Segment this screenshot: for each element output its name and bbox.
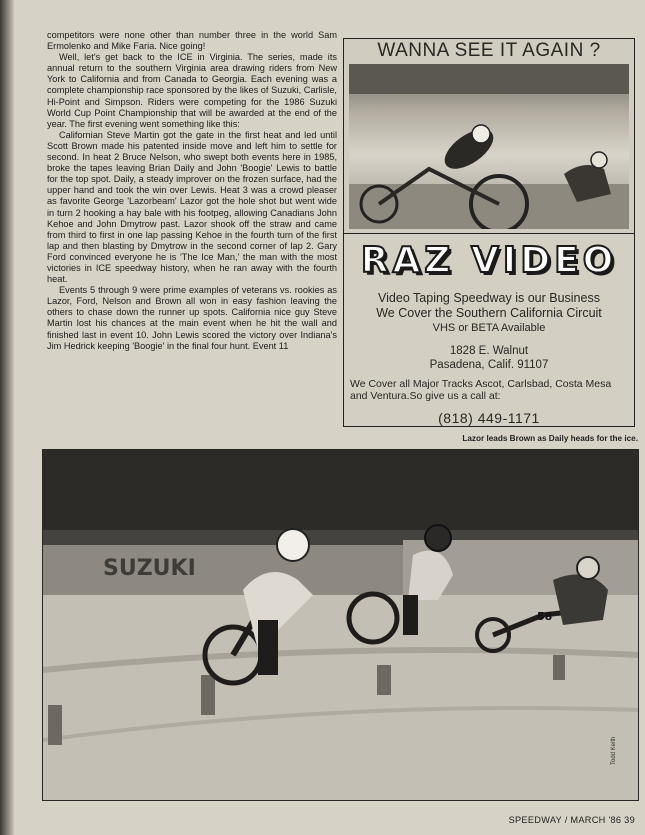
article-paragraph: competitors were none other than number three in the world Sam Ermolenko and Mike Faria. Nice going! <box>47 30 337 52</box>
ad-address-street: 1828 E. Walnut <box>449 345 529 357</box>
article-paragraph: Events 5 through 9 were prime examples of veterans vs. rookies as Lazor, Ford, Nelson and Brown all won in easy fashion leaving the others to chase down the runner up spots. California nice guy Steve Martin lost his chances at the main event when he hit the wall and finished last in event 10. John Lewis scored the victory over Indiana's Jim Hedrick keeping 'Boogie' in the final four hunt. Event 11 <box>47 285 337 351</box>
ad-coverage: We Cover all Major Tracks Ascot, Carlsbad, Costa Mesa and Ventura.So give us a call at: <box>350 378 612 402</box>
page-footer: SPEEDWAY / MARCH '86 39 <box>508 815 635 825</box>
race-illustration <box>43 450 638 800</box>
ad-phone: (818) 449-1171 <box>438 410 540 426</box>
race-photo <box>42 449 639 801</box>
ad-tagline-1: Video Taping Speedway is our Business <box>378 291 600 305</box>
ad-formats: VHS or BETA Available <box>432 322 546 334</box>
article-body <box>47 30 337 352</box>
photo-credit: Todd Keith <box>611 736 617 765</box>
article-paragraph: Californian Steve Martin got the gate in the first heat and led until Scott Brown made his patented inside move and left him to settle for second. In heat 2 Bruce Nelson, who swept both events here in 1985, broke the tapes leaving Brian Daily and John 'Boogie' Lewis to battle for the top spot. Daily, a steady improver on the frozen surface, had the upper hand and took the win over Lewis. Heat 3 was a crowd pleaser as favorite George 'Lazorbeam' Lazor got the hole shot but went wide in turn 2 hooking a hay bale with his footpeg, allowing Canadians John Kehoe and John Dmytrow past. Lazor shook off the straw and came from third to first in one lap passing Kehoe in the fourth turn of the first lap and then blasting by Dmytrow in the second corner of lap 2. Gary Ford convinced everyone he is 'The Ice Man,' the man with the most victories in ICE speedway history, when he ran away with the fourth heat. <box>47 129 337 285</box>
photo-caption: Lazor leads Brown as Daily heads for the ice. <box>462 434 638 443</box>
raz-video-ad <box>343 234 635 427</box>
rider-number: 58 <box>537 610 553 623</box>
banner-suzuki: SUZUKI <box>103 556 196 581</box>
ad-headline: WANNA SEE IT AGAIN ? <box>377 40 601 61</box>
ad-tagline-2: We Cover the Southern California Circuit <box>376 306 602 320</box>
crash-photo <box>349 64 629 229</box>
binding-spine <box>0 0 14 835</box>
article-paragraph: Well, let's get back to the ICE in Virginia. The series, made its annual return to the southern Virginia area drawing riders from New York to California and from Canada to Georgia. Each evening was a complete championship race sponsored by the likes of Suzuki, Carlisle, Hi-Point and Simpson. Riders were competing for the 1986 Suzuki World Cup Point Championship that will be awarded at the end of the year. The first evening went something like this: <box>47 52 337 129</box>
brand-logo: RAZ VIDEO <box>360 240 618 281</box>
ad-photo-panel <box>343 38 635 234</box>
crash-illustration <box>349 64 629 229</box>
ad-address-city: Pasadena, Calif. 91107 <box>429 359 549 371</box>
